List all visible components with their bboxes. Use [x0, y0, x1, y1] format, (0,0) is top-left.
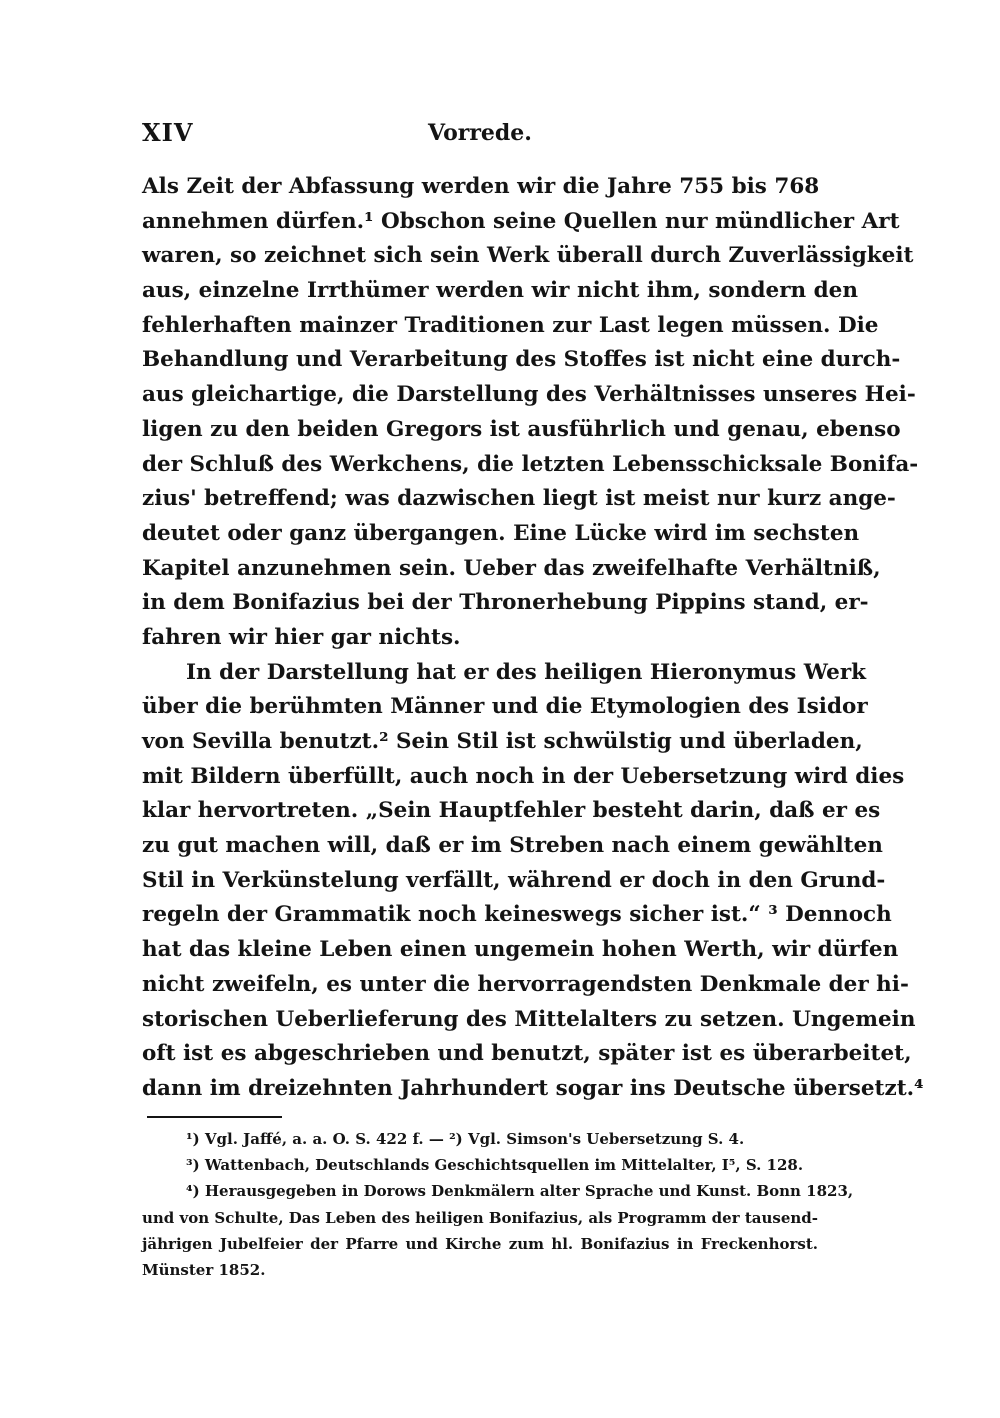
- footnote-divider: [147, 1116, 282, 1118]
- text-line: zu gut machen will, daß er im Streben nach einem gewählten: [142, 833, 883, 859]
- footnote-line: ³) Wattenbach, Deutschlands Geschichtsquellen im Mittelalter, I⁵, S. 128.: [186, 1156, 804, 1175]
- text-line: nicht zweifeln, es unter die hervorragendsten Denkmale der hi-: [142, 971, 909, 997]
- text-line: klar hervortreten. „Sein Hauptfehler besteht darin, daß er es: [142, 798, 881, 824]
- text-line: in dem Bonifazius bei der Thronerhebung Pippins stand, er-: [142, 590, 869, 616]
- text-line: waren, so zeichnet sich sein Werk überall durch Zuverlässigkeit: [142, 243, 914, 269]
- text-line: ligen zu den beiden Gregors ist ausführlich und genau, ebenso: [142, 416, 901, 442]
- footnote-line: ⁴) Herausgegeben in Dorows Denkmälern alter Sprache und Kunst. Bonn 1823,: [186, 1182, 854, 1201]
- footnote-line: und von Schulte, Das Leben des heiligen Bonifazius, als Programm der tausend-: [142, 1208, 818, 1227]
- text-line: Behandlung und Verarbeitung des Stoffes ist nicht eine durch-: [142, 347, 901, 373]
- text-line: fehlerhaften mainzer Traditionen zur Last legen müssen. Die: [142, 312, 879, 338]
- text-line: oft ist es abgeschrieben und benutzt, später ist es überarbeitet,: [142, 1041, 912, 1067]
- footnote-line: Münster 1852.: [142, 1260, 266, 1279]
- text-line: dann im dreizehnten Jahrhundert sogar ins Deutsche übersetzt.⁴: [142, 1075, 924, 1101]
- footnotes: [142, 1126, 854, 1283]
- text-line: aus, einzelne Irrthümer werden wir nicht ihm, sondern den: [142, 278, 858, 304]
- text-line: fahren wir hier gar nichts.: [142, 624, 461, 650]
- running-head: [142, 118, 818, 158]
- text-line: Kapitel anzunehmen sein. Ueber das zweifelhafte Verhältniß,: [142, 555, 881, 581]
- body-text: [142, 170, 924, 1107]
- page-number: XIV: [142, 118, 194, 147]
- text-line: annehmen dürfen.¹ Obschon seine Quellen nur mündlicher Art: [142, 208, 900, 234]
- text-line: storischen Ueberlieferung des Mittelalters zu setzen. Ungemein: [142, 1006, 916, 1032]
- text-line: von Sevilla benutzt.² Sein Stil ist schwülstig und überladen,: [142, 729, 863, 754]
- text-line: hat das kleine Leben einen ungemein hohen Werth, wir dürfen: [142, 937, 899, 963]
- text-line: Als Zeit der Abfassung werden wir die Jahre 755 bis 768: [142, 174, 820, 199]
- text-line: regeln der Grammatik noch keineswegs sicher ist.“ ³ Dennoch: [142, 902, 892, 928]
- footnote-line: jährigen Jubelfeier der Pfarre und Kirche zum hl. Bonifazius in Freckenhorst.: [142, 1234, 818, 1253]
- text-line: Stil in Verkünstelung verfällt, während er doch in den Grund-: [142, 867, 886, 893]
- text-line: deutet oder ganz übergangen. Eine Lücke wird im sechsten: [142, 520, 860, 546]
- text-line: zius' betreffend; was dazwischen liegt ist meist nur kurz ange-: [142, 486, 896, 512]
- footnote-line: ¹) Vgl. Jaffé, a. a. O. S. 422 f. — ²) Vgl. Simson's Uebersetzung S. 4.: [186, 1130, 745, 1148]
- text-line: mit Bildern überfüllt, auch noch in der Uebersetzung wird dies: [142, 763, 905, 789]
- text-line: der Schluß des Werkchens, die letzten Lebensschicksale Bonifa-: [142, 451, 919, 477]
- text-line: aus gleichartige, die Darstellung des Verhältnisses unseres Hei-: [142, 382, 916, 408]
- header-title: Vorrede.: [428, 120, 532, 146]
- text-line: über die berühmten Männer und die Etymologien des Isidor: [142, 694, 868, 720]
- text-line: In der Darstellung hat er des heiligen Hieronymus Werk: [186, 659, 867, 685]
